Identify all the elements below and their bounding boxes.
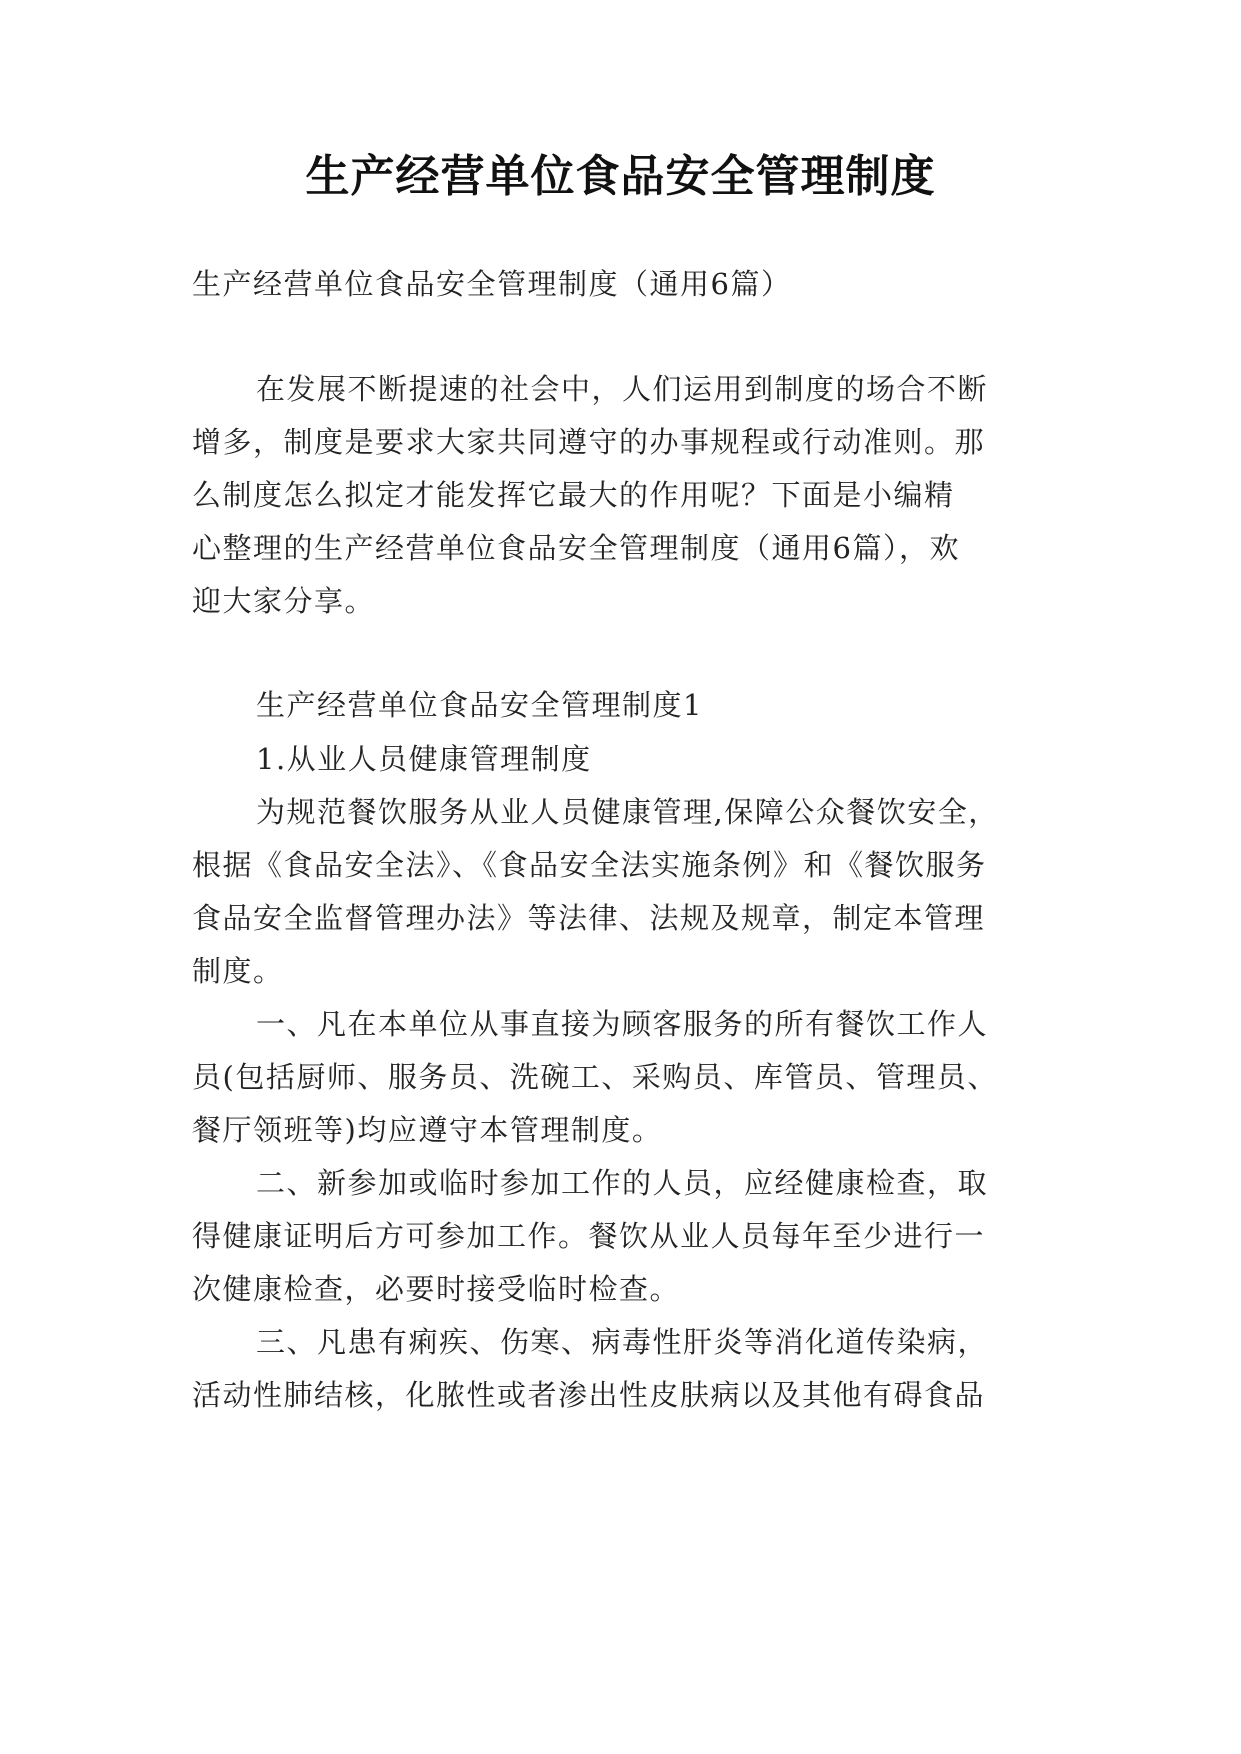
intro-line: 么制度怎么拟定才能发挥它最大的作用呢？下面是小编精: [192, 478, 955, 512]
paragraph-line: 员(包括厨师、服务员、洗碗工、采购员、库管员、管理员、: [192, 1060, 998, 1094]
paragraph-line: 根据《食品安全法》、《食品安全法实施条例》和《餐饮服务: [192, 848, 987, 882]
paragraph-line: 三、凡患有痢疾、伤寒、病毒性肝炎等消化道传染病，: [256, 1325, 989, 1359]
document-subtitle: 生产经营单位食品安全管理制度（通用6篇）: [192, 267, 792, 301]
subsection-heading: 1.从业人员健康管理制度: [256, 742, 592, 776]
paragraph-line: 得健康证明后方可参加工作。餐饮从业人员每年至少进行一: [192, 1219, 986, 1253]
intro-line: 增多，制度是要求大家共同遵守的办事规程或行动准则。那: [192, 425, 986, 459]
intro-line: 心整理的生产经营单位食品安全管理制度（通用6篇），欢: [192, 531, 960, 565]
paragraph-line: 次健康检查，必要时接受临时检查。: [192, 1272, 681, 1306]
paragraph-line: 餐厅领班等)均应遵守本管理制度。: [192, 1113, 663, 1147]
paragraph-line: 活动性肺结核，化脓性或者渗出性皮肤病以及其他有碍食品: [192, 1378, 986, 1412]
intro-line: 迎大家分享。: [192, 584, 376, 618]
document-title: 生产经营单位食品安全管理制度: [305, 151, 936, 202]
paragraph-line: 二、新参加或临时参加工作的人员，应经健康检查，取: [256, 1166, 989, 1200]
paragraph-line: 制度。: [192, 954, 284, 988]
paragraph-line: 一、凡在本单位从事直接为顾客服务的所有餐饮工作人: [256, 1007, 989, 1041]
paragraph-line: 食品安全监督管理办法》等法律、法规及规章，制定本管理: [192, 901, 986, 935]
paragraph-line: 为规范餐饮服务从业人员健康管理,保障公众餐饮安全，: [256, 795, 999, 829]
section-heading: 生产经营单位食品安全管理制度1: [256, 688, 703, 722]
intro-line: 在发展不断提速的社会中，人们运用到制度的场合不断: [256, 372, 989, 406]
